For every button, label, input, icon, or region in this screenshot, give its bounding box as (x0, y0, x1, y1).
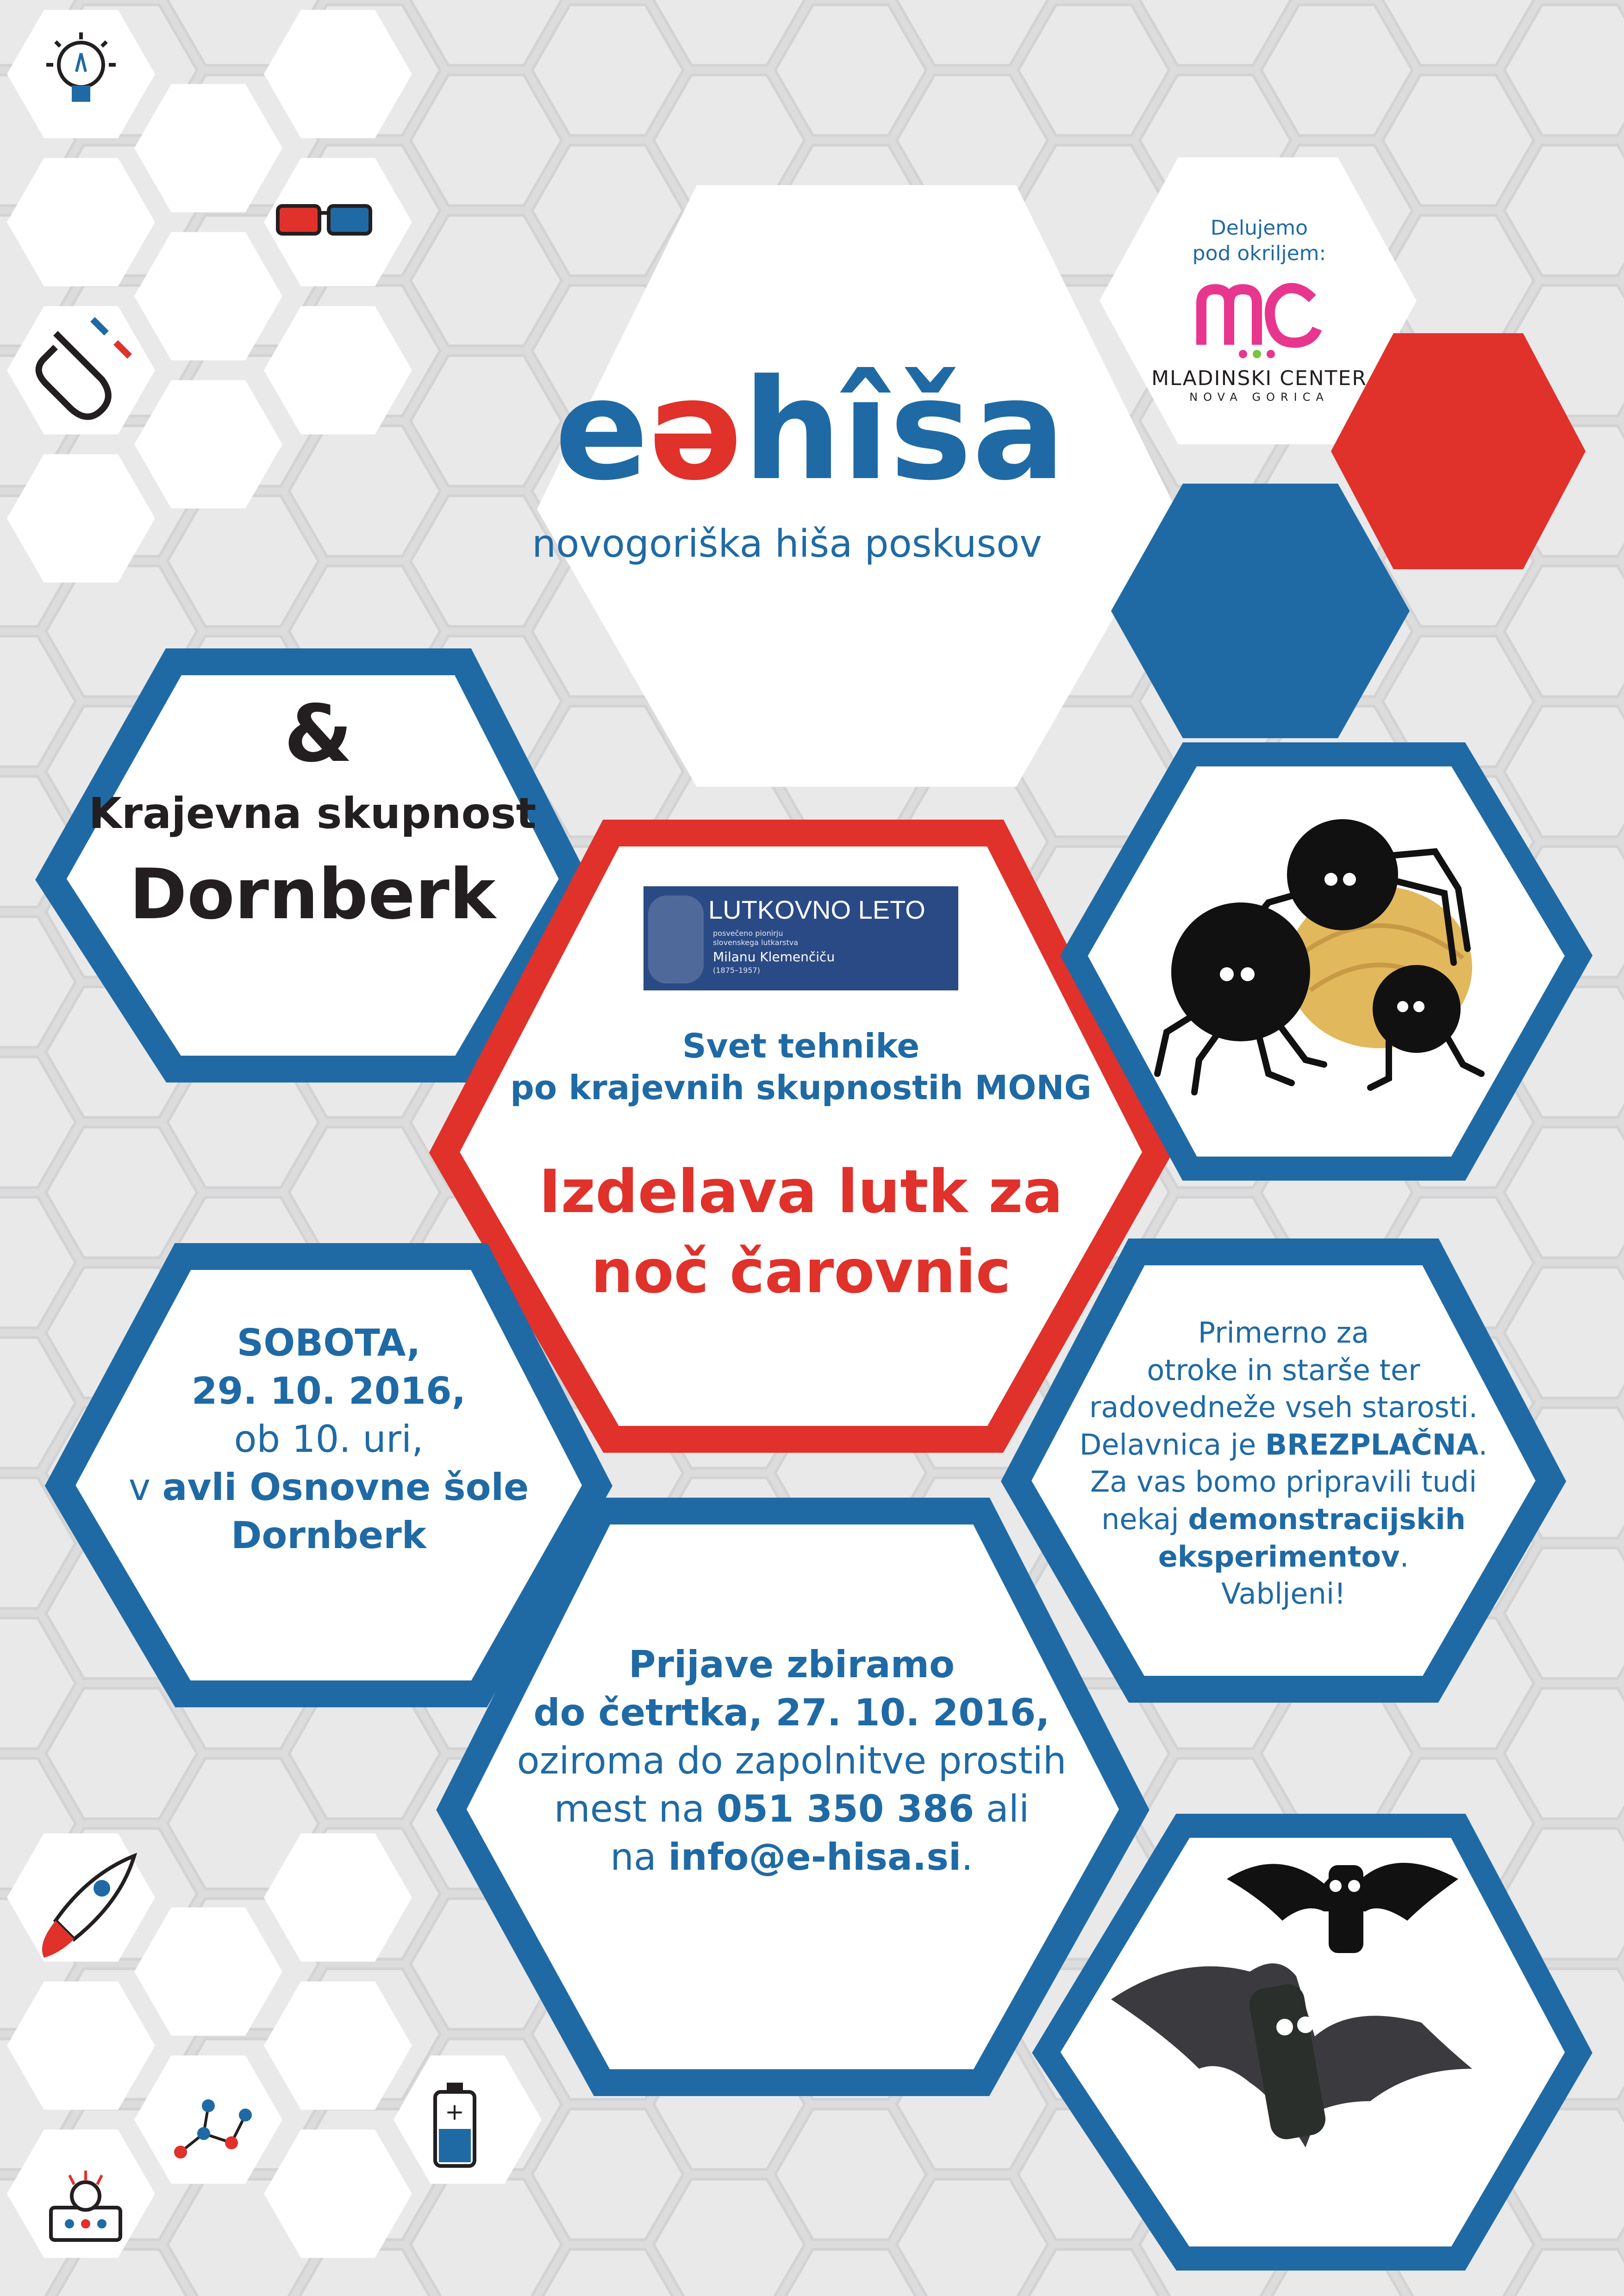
background-hex (897, 0, 1048, 65)
background-hex (46, 1127, 197, 1257)
event-when (74, 1319, 583, 1560)
background-hex (1383, 0, 1534, 65)
audience-l4-pre: Delavnica je (1079, 1427, 1265, 1462)
audience-l7 (1032, 1538, 1535, 1576)
background-hex (532, 2109, 683, 2240)
background-hex (168, 496, 319, 626)
partner-line2: Dornberk (129, 854, 496, 935)
event-series (454, 1025, 1148, 1108)
audience-text (1032, 1314, 1535, 1613)
audience-l5: Za vas bomo pripravili tudi (1090, 1465, 1477, 1499)
background-hex (289, 1127, 440, 1257)
registration-l4-pre: mest na (554, 1787, 717, 1830)
logo-e: e (554, 349, 649, 511)
event-title (454, 1152, 1148, 1313)
audience-l7-bold: eksperimentov (1158, 1539, 1400, 1574)
audience-l4-post: . (1478, 1427, 1488, 1462)
background-hex (1018, 5, 1169, 135)
audience-l2: otroke in starše ter (1147, 1353, 1420, 1387)
event-title-line2: noč čarovnic (591, 1237, 1011, 1307)
audience-l8: Vabljeni! (1221, 1577, 1346, 1611)
audience-l3: radovedneže vseh starosti. (1089, 1390, 1478, 1425)
event-series-line2: po krajevnih skupnostih MONG (510, 1068, 1092, 1107)
background-hex (1505, 5, 1624, 135)
background-hex (411, 2179, 562, 2296)
registration-l4-post: ali (974, 1787, 1030, 1830)
background-hex (775, 2109, 926, 2240)
mc-logo-icon (1192, 275, 1331, 359)
registration-l5 (468, 1833, 1116, 1881)
banner-years: (1875–1957) (713, 966, 760, 975)
battery-icon (435, 2083, 475, 2166)
audience-l6 (1032, 1501, 1535, 1538)
logo-hisa: hîša (743, 349, 1066, 511)
banner-subtitle2: slovenskega lutkarstva (713, 938, 799, 947)
background-hex (289, 1688, 440, 1819)
sponsor-name: MLADINSKI CENTER (1151, 367, 1367, 390)
when-place-bold: avli Osnovne šole (162, 1466, 529, 1509)
sponsor-city: NOVA GORICA (1189, 391, 1329, 404)
audience-l4-bold: BREZPLAČNA (1265, 1427, 1479, 1462)
background-hex (1140, 0, 1291, 65)
background-hex (1262, 5, 1412, 135)
audience-l6-pre: nekaj (1101, 1502, 1188, 1536)
background-hex (897, 2179, 1048, 2296)
background-hex (1505, 145, 1624, 276)
registration-email[interactable]: info@e-hisa.si (668, 1836, 962, 1879)
logo (532, 349, 1088, 511)
registration-l3: oziroma do zapolnitve prostih (517, 1739, 1067, 1782)
background-hex (289, 426, 440, 556)
registration-text (468, 1641, 1116, 1881)
registration-l2: do četrtka, 27. 10. 2016, (533, 1691, 1050, 1734)
when-place (74, 1463, 583, 1512)
sponsor-caption (1162, 215, 1356, 266)
logo-e-red: ə (649, 349, 743, 511)
svg-text:+: + (445, 2098, 464, 2125)
background-hex (411, 215, 562, 346)
partner-line1: Krajevna skupnost (88, 789, 537, 838)
when-day: SOBOTA, (237, 1321, 421, 1364)
background-hex (1505, 1688, 1624, 1819)
registration-l4 (468, 1785, 1116, 1833)
banner-portrait (648, 896, 704, 983)
audience-l1: Primerno za (1198, 1316, 1369, 1350)
background-hex (1505, 566, 1624, 697)
audience-l4 (1032, 1426, 1535, 1464)
event-title-line1: Izdelava lutk za (539, 1157, 1063, 1226)
sponsor-line2: pod okriljem: (1192, 242, 1326, 265)
registration-l5-post: . (961, 1836, 973, 1879)
when-time: ob 10. uri, (234, 1418, 424, 1461)
banner-subtitle1: posvečeno pionirju (713, 929, 783, 938)
background-hex (411, 75, 562, 205)
audience-l6-bold: demonstracijskih (1188, 1502, 1466, 1536)
when-date: 29. 10. 2016, (191, 1369, 466, 1412)
sponsor-line1: Delujemo (1210, 216, 1308, 240)
registration-phone[interactable]: 051 350 386 (716, 1787, 974, 1830)
audience-l7-post: . (1399, 1539, 1409, 1574)
event-series-line1: Svet tehnike (682, 1027, 920, 1065)
background-hex (1262, 1688, 1412, 1819)
background-hex (1383, 75, 1534, 205)
background-hex (46, 1688, 197, 1819)
background-hex (775, 5, 926, 135)
background-hex (411, 0, 562, 65)
banner-name: Milanu Klemenčiču (713, 949, 835, 964)
lutkovno-leto-banner (643, 886, 958, 990)
when-place-line2: Dornberk (231, 1514, 426, 1557)
background-hex (1505, 706, 1624, 837)
partner-ampersand: & (284, 688, 353, 780)
registration-l1: Prijave zbiramo (628, 1643, 955, 1686)
background-hex (654, 2179, 805, 2296)
logo-tagline: novogoriška hiša poskusov (532, 522, 1042, 566)
banner-title: LUTKOVNO LETO (708, 895, 925, 924)
when-place-pre: v (128, 1466, 162, 1509)
background-hex (654, 0, 805, 65)
background-hex (532, 5, 683, 135)
background-hex (532, 145, 683, 276)
registration-l5-pre: na (610, 1836, 668, 1879)
background-hex (1505, 1127, 1624, 1257)
